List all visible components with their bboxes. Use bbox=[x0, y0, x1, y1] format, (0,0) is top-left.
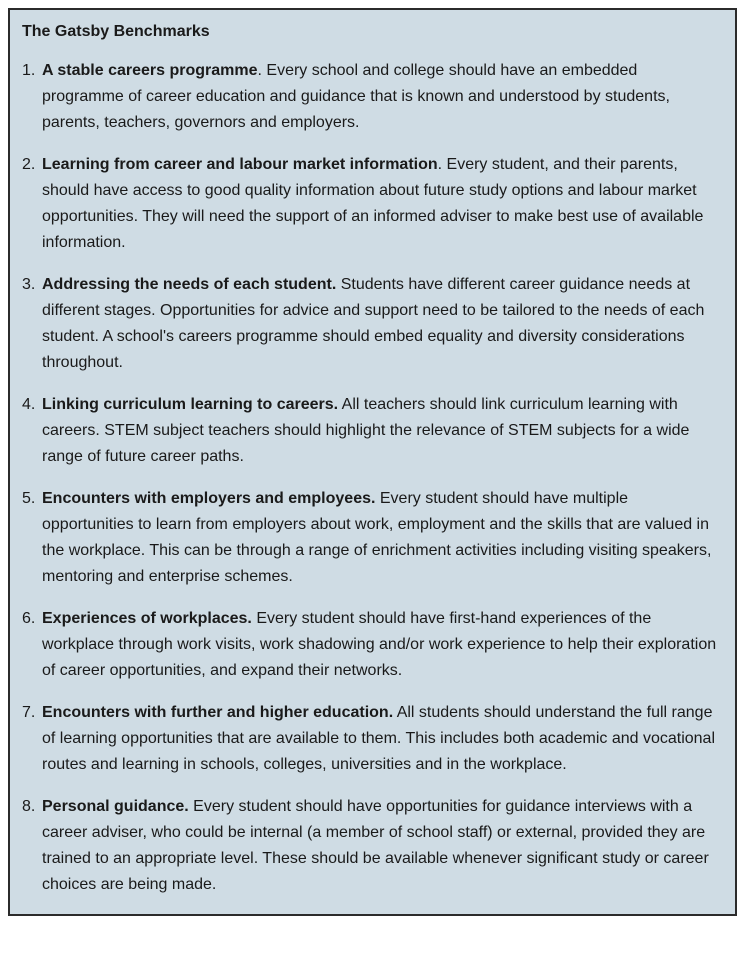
benchmark-description: . Every student, and their parents, should have access to good quality information about future study options and labour market opportunities. They will need the support of an informed adviser to make best use of available information. bbox=[42, 156, 704, 251]
benchmark-item-7 bbox=[22, 700, 723, 778]
benchmark-number: 3. bbox=[22, 276, 36, 293]
benchmark-body bbox=[42, 392, 723, 470]
benchmark-description: Every student should have multiple opportunities to learn from employers about work, employment and the skills that are valued in the workplace. This can be through a range of enrichment activities including visiting speakers, mentoring and enterprise schemes. bbox=[42, 490, 712, 585]
gatsby-benchmarks-panel bbox=[8, 8, 737, 916]
benchmark-title: Linking curriculum learning to careers. bbox=[42, 396, 339, 413]
benchmark-number: 1. bbox=[22, 62, 36, 79]
benchmark-description: All teachers should link curriculum learning with careers. STEM subject teachers should highlight the relevance of STEM subjects for a wide range of future career paths. bbox=[42, 396, 690, 465]
benchmark-number: 5. bbox=[22, 490, 36, 507]
benchmark-title: A stable careers programme bbox=[42, 62, 258, 79]
benchmark-title: Encounters with further and higher education. bbox=[42, 704, 394, 721]
benchmark-number: 8. bbox=[22, 798, 36, 815]
benchmark-title: Addressing the needs of each student. bbox=[42, 276, 337, 293]
panel-title: The Gatsby Benchmarks bbox=[22, 23, 210, 40]
benchmark-body bbox=[42, 606, 723, 684]
benchmark-number: 2. bbox=[22, 156, 36, 173]
benchmark-item-2 bbox=[22, 152, 723, 256]
benchmark-title: Personal guidance. bbox=[42, 798, 189, 815]
benchmark-description: . Every school and college should have an embedded programme of career education and guidance that is known and understood by students, parents, teachers, governors and employers. bbox=[42, 62, 670, 131]
benchmark-number: 6. bbox=[22, 610, 36, 627]
benchmark-title: Experiences of workplaces. bbox=[42, 610, 252, 627]
benchmark-description: Every student should have first-hand experiences of the workplace through work visits, work shadowing and/or work experience to help their exploration of career opportunities, and expand their networks. bbox=[42, 610, 717, 679]
benchmark-item-1 bbox=[22, 58, 723, 136]
benchmark-body bbox=[42, 794, 723, 898]
benchmark-item-4 bbox=[22, 392, 723, 470]
benchmark-description: All students should understand the full range of learning opportunities that are available to them. This includes both academic and vocational routes and learning in schools, colleges, universities and in the workplace. bbox=[42, 704, 716, 773]
benchmark-number: 4. bbox=[22, 396, 36, 413]
benchmarks-list bbox=[22, 58, 723, 898]
benchmark-body bbox=[42, 152, 723, 256]
benchmark-item-8 bbox=[22, 794, 723, 898]
benchmark-item-6 bbox=[22, 606, 723, 684]
benchmark-description: Students have different career guidance needs at different stages. Opportunities for advice and support need to be tailored to the needs of each student. A school's careers programme should embed equality and diversity considerations throughout. bbox=[42, 276, 705, 371]
benchmark-item-5 bbox=[22, 486, 723, 590]
benchmark-number: 7. bbox=[22, 704, 36, 721]
benchmark-item-3 bbox=[22, 272, 723, 376]
benchmark-description: Every student should have opportunities for guidance interviews with a career adviser, who could be internal (a member of school staff) or external, provided they are trained to an appropriate level. These should be available whenever significant study or career choices are being made. bbox=[42, 798, 709, 893]
benchmark-body bbox=[42, 486, 723, 590]
benchmark-title: Learning from career and labour market information bbox=[42, 156, 438, 173]
benchmark-body bbox=[42, 700, 723, 778]
benchmark-title: Encounters with employers and employees. bbox=[42, 490, 376, 507]
benchmark-body bbox=[42, 272, 723, 376]
benchmark-body bbox=[42, 58, 723, 136]
